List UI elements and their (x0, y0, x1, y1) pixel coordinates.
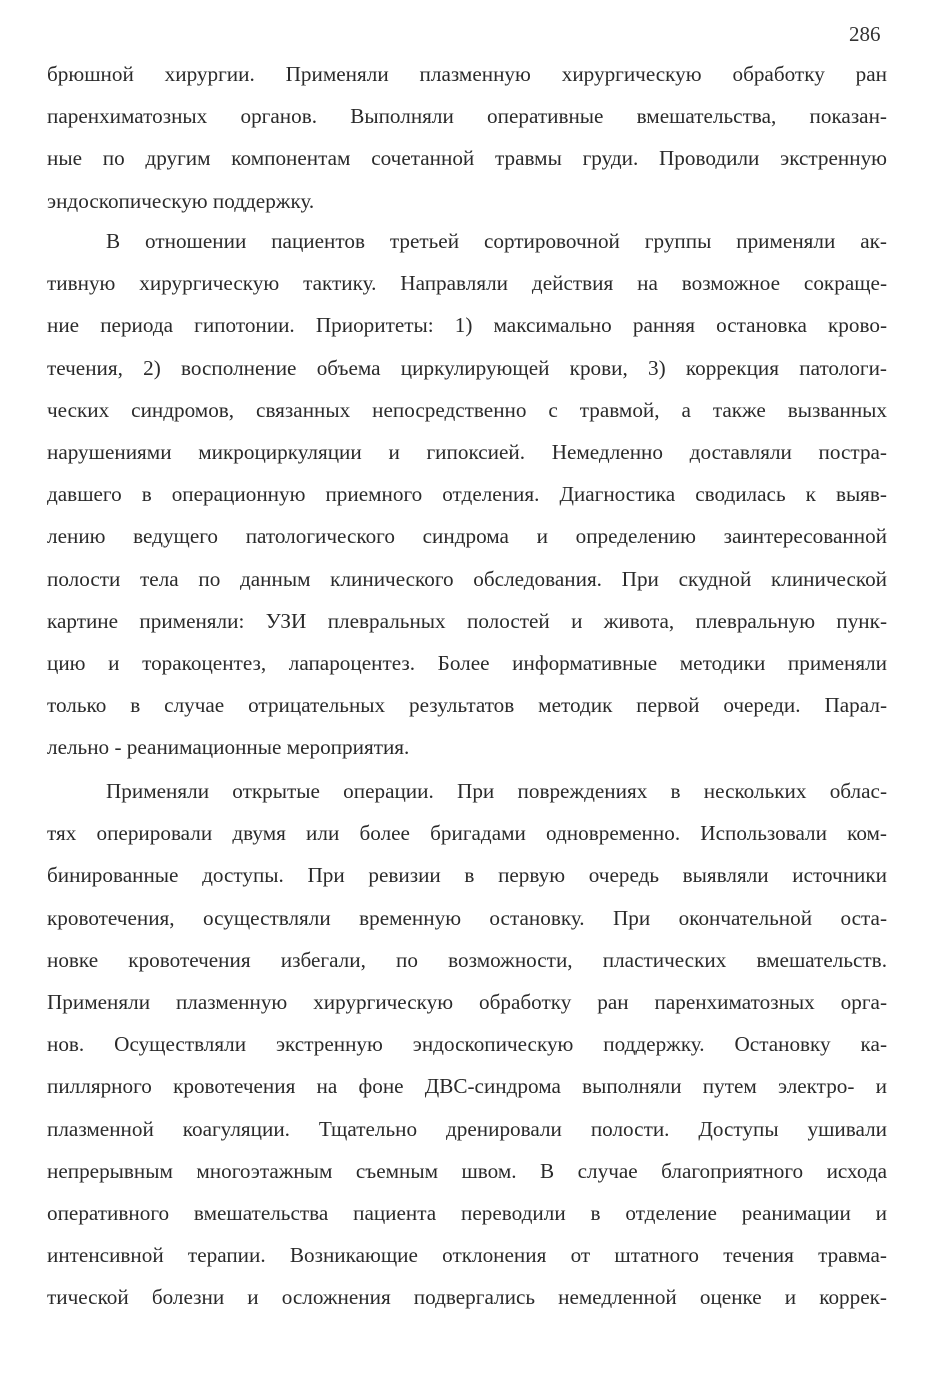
text-line: паренхиматозных органов. Выполняли оперативные вмешательства, показан- (47, 104, 887, 129)
text-line: ные по другим компонентам сочетанной травмы груди. Проводили экстренную (47, 146, 887, 171)
text-line: непрерывным многоэтажным съемным швом. В случае благоприятного исхода (47, 1158, 887, 1183)
paragraph-3 (47, 770, 887, 1318)
text-line: плазменной коагуляции. Тщательно дренировали полости. Доступы ушивали (47, 1116, 887, 1141)
text-line: течения, 2) восполнение объема циркулирующей крови, 3) коррекция патологи- (47, 355, 887, 380)
text-line: ческих синдромов, связанных непосредственно с травмой, а также вызванных (47, 397, 887, 422)
text-line: лению ведущего патологического синдрома и определению заинтересованной (47, 524, 887, 549)
text-line: интенсивной терапии. Возникающие отклонения от штатного течения травма- (47, 1243, 887, 1268)
text-line: новке кровотечения избегали, по возможности, пластических вмешательств. (47, 947, 887, 972)
text-line: только в случае отрицательных результатов методик первой очереди. Парал- (47, 693, 887, 718)
text-line: бинированные доступы. При ревизии в первую очередь выявляли источники (47, 863, 887, 888)
text-line: нов. Осуществляли экстренную эндоскопическую поддержку. Остановку ка- (47, 1032, 887, 1057)
text-line: ние периода гипотонии. Приоритеты: 1) максимально ранняя остановка крово- (47, 313, 887, 338)
text-line: лельно - реанимационные мероприятия. (47, 735, 410, 760)
text-line: полости тела по данным клинического обследования. При скудной клинической (47, 566, 887, 591)
text-line: давшего в операционную приемного отделения. Диагностика сводилась к выяв- (47, 482, 887, 507)
text-line: картине применяли: УЗИ плевральных полостей и живота, плевральную пунк- (47, 608, 887, 633)
paragraph-2 (47, 220, 887, 768)
page-number: 286 (849, 22, 881, 46)
text-line: кровотечения, осуществляли временную остановку. При окончательной оста- (47, 905, 887, 930)
text-line: цию и торакоцентез, лапароцентез. Более информативные методики применяли (47, 650, 887, 675)
text-line: нарушениями микроциркуляции и гипоксией. Немедленно доставляли постра- (47, 439, 887, 464)
text-line: Применяли плазменную хирургическую обработку ран паренхиматозных орга- (47, 989, 887, 1014)
text-line: эндоскопическую поддержку. (47, 188, 315, 213)
text-line: пиллярного кровотечения на фоне ДВС-синдрома выполняли путем электро- и (47, 1074, 887, 1099)
text-line: В отношении пациентов третьей сортировочной группы применяли ак- (106, 229, 887, 253)
text-line: брюшной хирургии. Применяли плазменную хирургическую обработку ран (47, 62, 887, 86)
text-line: Применяли открытые операции. При повреждениях в нескольких облас- (106, 779, 887, 803)
paragraph-1 (47, 53, 887, 222)
text-line: тической болезни и осложнения подвергались немедленной оценке и коррек- (47, 1285, 887, 1310)
text-line: тях оперировали двумя или более бригадами одновременно. Использовали ком- (47, 821, 887, 846)
text-line: тивную хирургическую тактику. Направляли действия на возможное сокраще- (47, 271, 887, 296)
text-line: оперативного вмешательства пациента переводили в отделение реанимации и (47, 1200, 887, 1225)
